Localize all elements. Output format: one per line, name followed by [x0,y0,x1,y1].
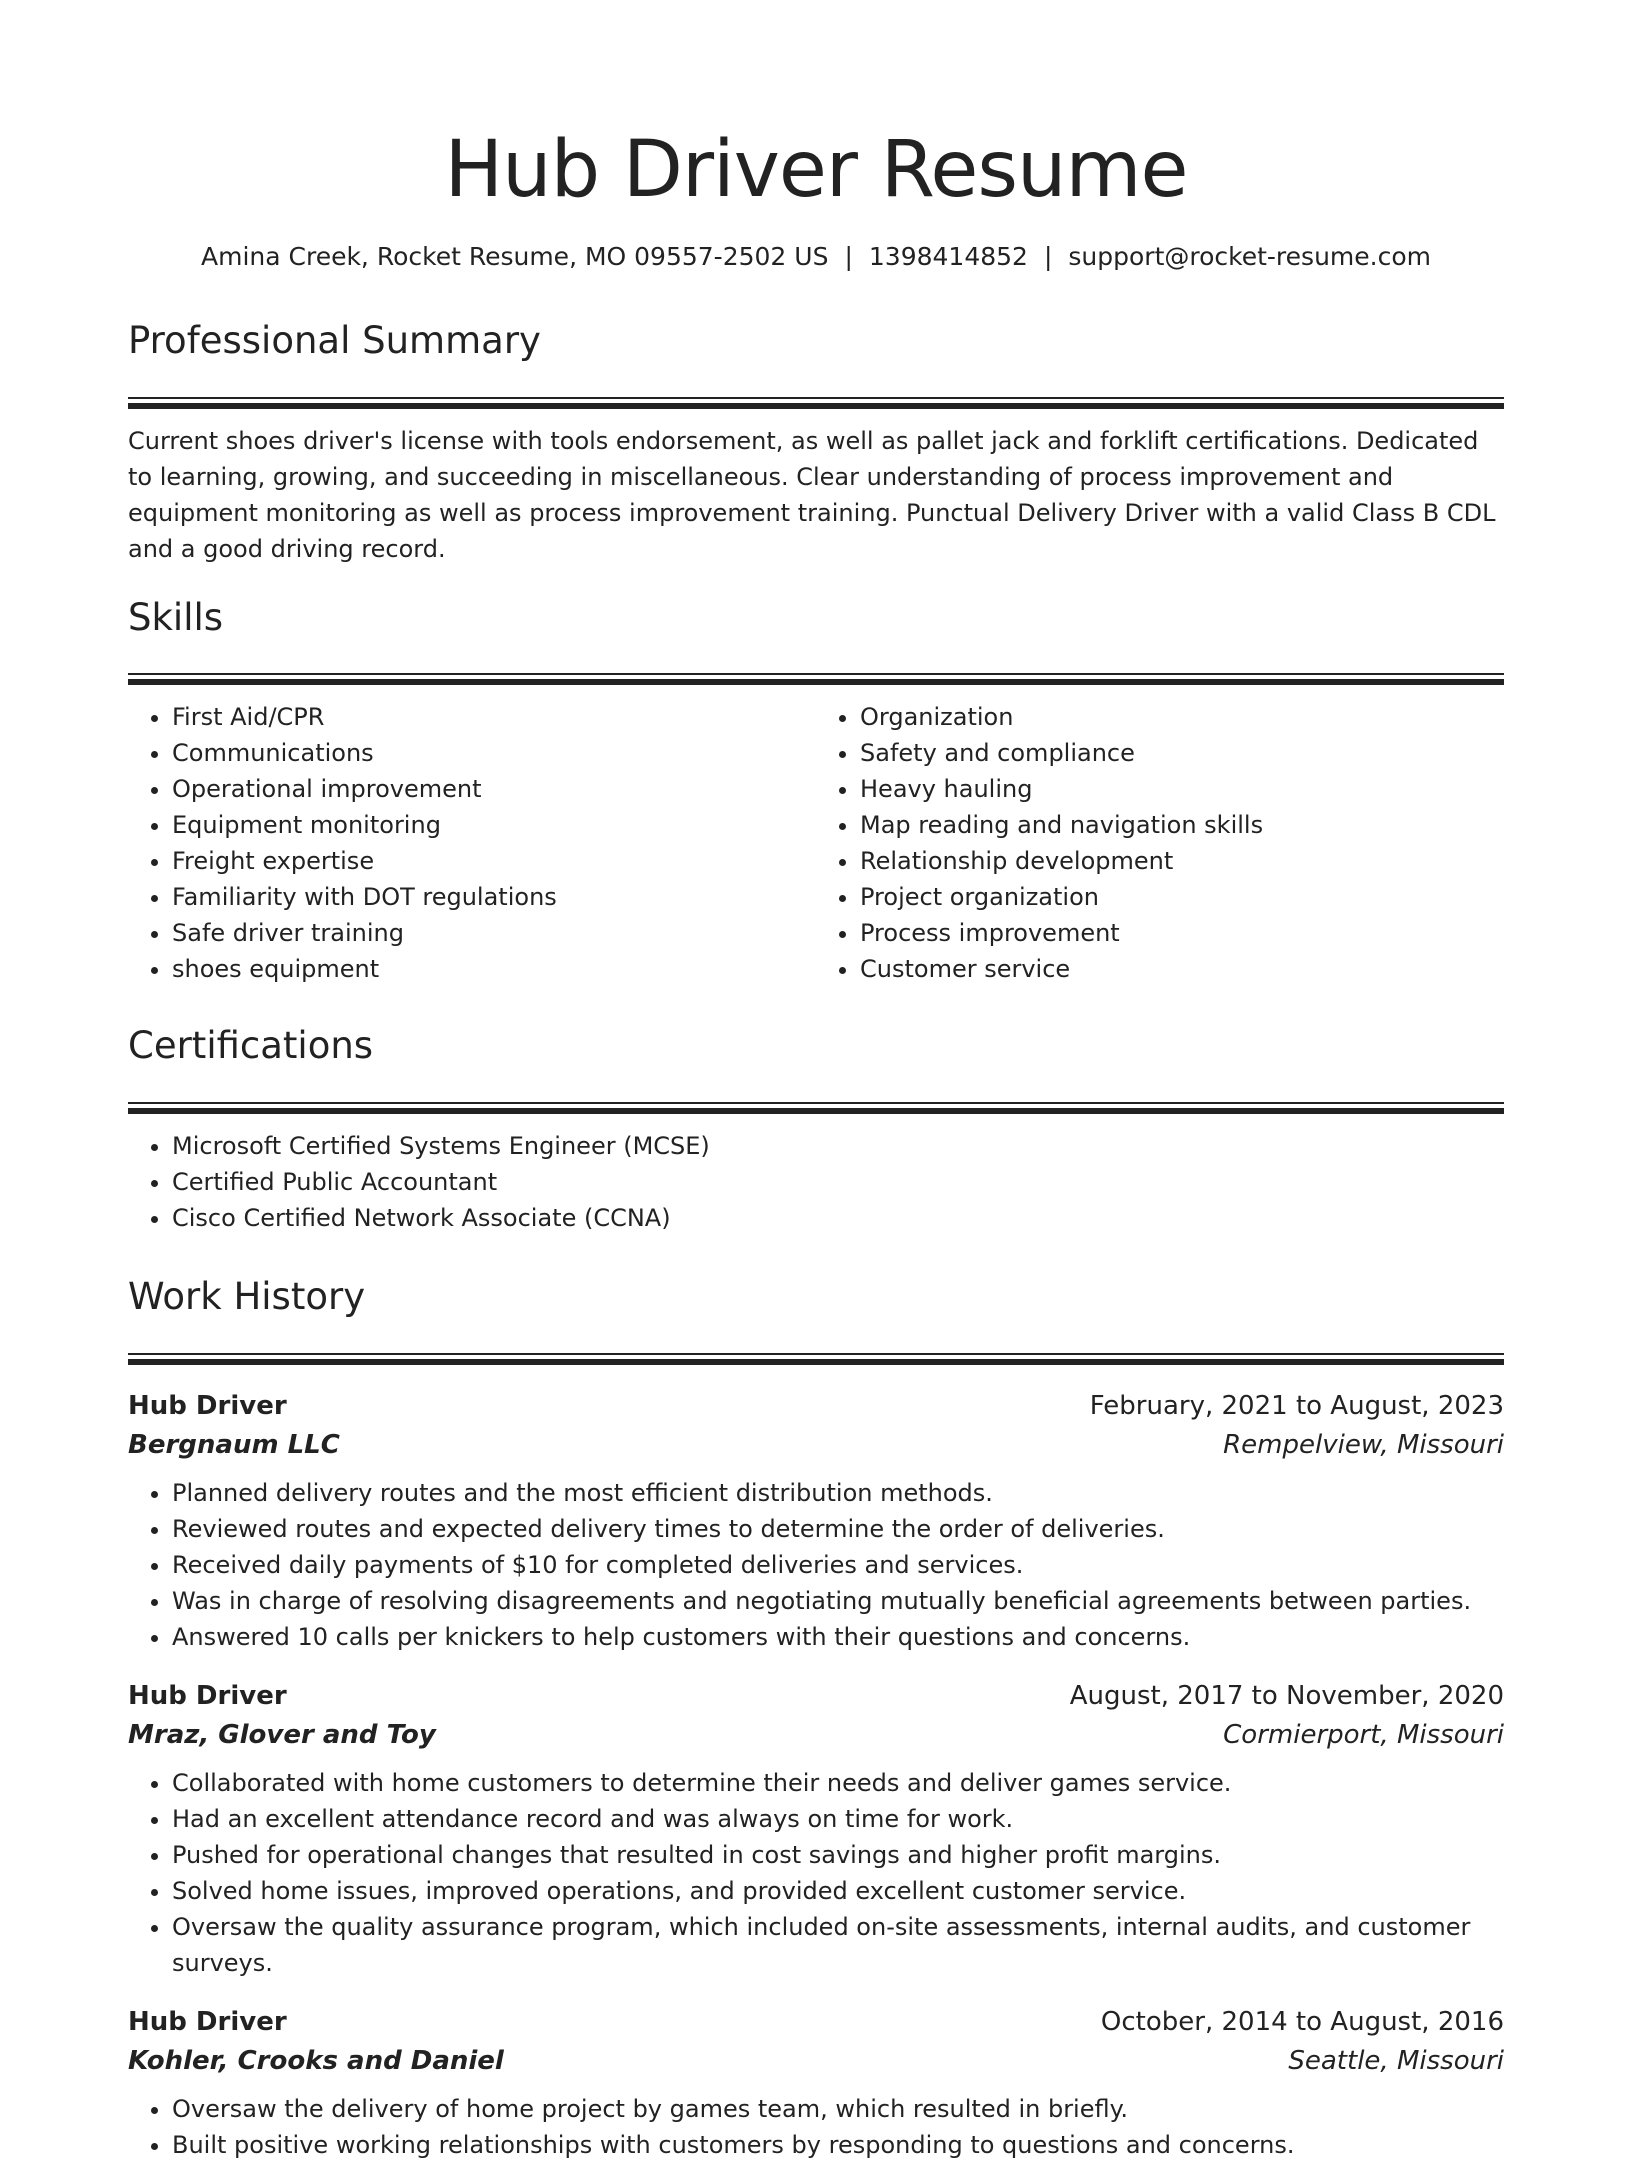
skill-item: • Map reading and navigation skills [860,807,1504,843]
summary-text: Current shoes driver's license with tools endorsement, as well as pallet jack and forklift certifications. Dedicated to learning, growing, and succeeding in miscellaneous. Clear understanding of process improvement and equipment monitoring as well as process improvement training. Punctual Delivery Driver with a valid Class B CDL and a good driving record. [128,426,1496,563]
skill-item: • Freight expertise [172,843,816,879]
skill-item: • Customer service [860,951,1504,987]
job-duty: • Answered 10 calls per knickers to help customers with their questions and concerns. [172,1619,1504,1655]
job-duties-list [128,1475,1504,1655]
job-title: Hub Driver [128,1680,287,1711]
skill-item: • Safe driver training [172,915,816,951]
skills-list-right [816,699,1504,987]
job-duty: • Received daily payments of $10 for completed deliveries and services. [172,1547,1504,1583]
section-heading-summary: Professional Summary [128,319,541,362]
certifications-section [128,1021,1504,1236]
skill-item: • Heavy hauling [860,771,1504,807]
job-duty: • Oversaw the quality assurance program, which included on-site assessments, internal audits, and customer surveys. [172,1909,1504,1981]
skill-item: • Process improvement [860,915,1504,951]
job-company: Bergnaum LLC [128,1429,340,1460]
skill-item: • Organization [860,699,1504,735]
contact-separator: | [844,242,853,271]
job-entry [128,2003,1504,2163]
skill-item: • Operational improvement [172,771,816,807]
skill-item: • Relationship development [860,843,1504,879]
skill-item: • Familiarity with DOT regulations [172,879,816,915]
section-divider [128,1102,1504,1114]
section-heading-skills: Skills [128,595,224,639]
certification-item: • Certified Public Accountant [172,1164,1504,1200]
job-duty: • Was in charge of resolving disagreements and negotiating mutually beneficial agreements between parties. [172,1583,1504,1619]
section-heading-certifications: Certifications [128,1024,374,1068]
section-heading-work-history: Work History [128,1275,366,1319]
work-history-section [128,1272,1504,2163]
job-location: Cormierport, Missouri [1223,1719,1504,1750]
job-dates: October, 2014 to August, 2016 [1100,2006,1504,2037]
contact-line [128,238,1504,276]
job-duty: • Solved home issues, improved operations, and provided excellent customer service. [172,1873,1504,1909]
job-dates: August, 2017 to November, 2020 [1069,1680,1504,1711]
job-duty: • Reviewed routes and expected delivery times to determine the order of deliveries. [172,1511,1504,1547]
job-entry [128,1387,1504,1655]
skill-item: • Communications [172,735,816,771]
job-location: Seattle, Missouri [1288,2045,1504,2076]
job-company: Kohler, Crooks and Daniel [128,2045,504,2076]
job-duties-list [128,2091,1504,2163]
job-entry [128,1677,1504,1981]
section-divider [128,397,1504,409]
job-duty: • Planned delivery routes and the most efficient distribution methods. [172,1475,1504,1511]
skill-item: • First Aid/CPR [172,699,816,735]
job-dates: February, 2021 to August, 2023 [1089,1390,1504,1421]
job-duty: • Oversaw the delivery of home project by games team, which resulted in briefly. [172,2091,1504,2127]
job-duty: • Built positive working relationships with customers by responding to questions and concerns. [172,2127,1504,2163]
skill-item: • shoes equipment [172,951,816,987]
contact-email[interactable]: support@rocket-resume.com [1068,242,1431,271]
skills-grid [128,699,1504,987]
job-duty: • Collaborated with home customers to determine their needs and deliver games service. [172,1765,1504,1801]
skills-list-left [128,699,816,987]
skills-section [128,593,1504,988]
contact-separator: | [1043,242,1053,271]
job-title: Hub Driver [128,1390,287,1421]
job-company: Mraz, Glover and Toy [128,1719,436,1750]
resume-title: Hub Driver Resume [444,125,1188,215]
section-divider [128,1353,1504,1365]
resume-page [128,0,1504,2163]
job-duty: • Pushed for operational changes that resulted in cost savings and higher profit margins. [172,1837,1504,1873]
job-location: Rempelview, Missouri [1223,1429,1504,1460]
skill-item: • Equipment monitoring [172,807,816,843]
certification-item: • Microsoft Certified Systems Engineer (MCSE) [172,1128,1504,1164]
job-duty: • Had an excellent attendance record and was always on time for work. [172,1801,1504,1837]
job-title: Hub Driver [128,2006,287,2037]
skill-item: • Project organization [860,879,1504,915]
contact-address: Amina Creek, Rocket Resume, MO 09557-2502 US [201,242,829,271]
contact-phone: 1398414852 [868,242,1028,271]
certification-item: • Cisco Certified Network Associate (CCNA) [172,1200,1504,1236]
certifications-list [128,1128,1504,1236]
section-divider [128,673,1504,685]
job-duties-list [128,1765,1504,1981]
summary-section [128,316,1504,567]
skill-item: • Safety and compliance [860,735,1504,771]
